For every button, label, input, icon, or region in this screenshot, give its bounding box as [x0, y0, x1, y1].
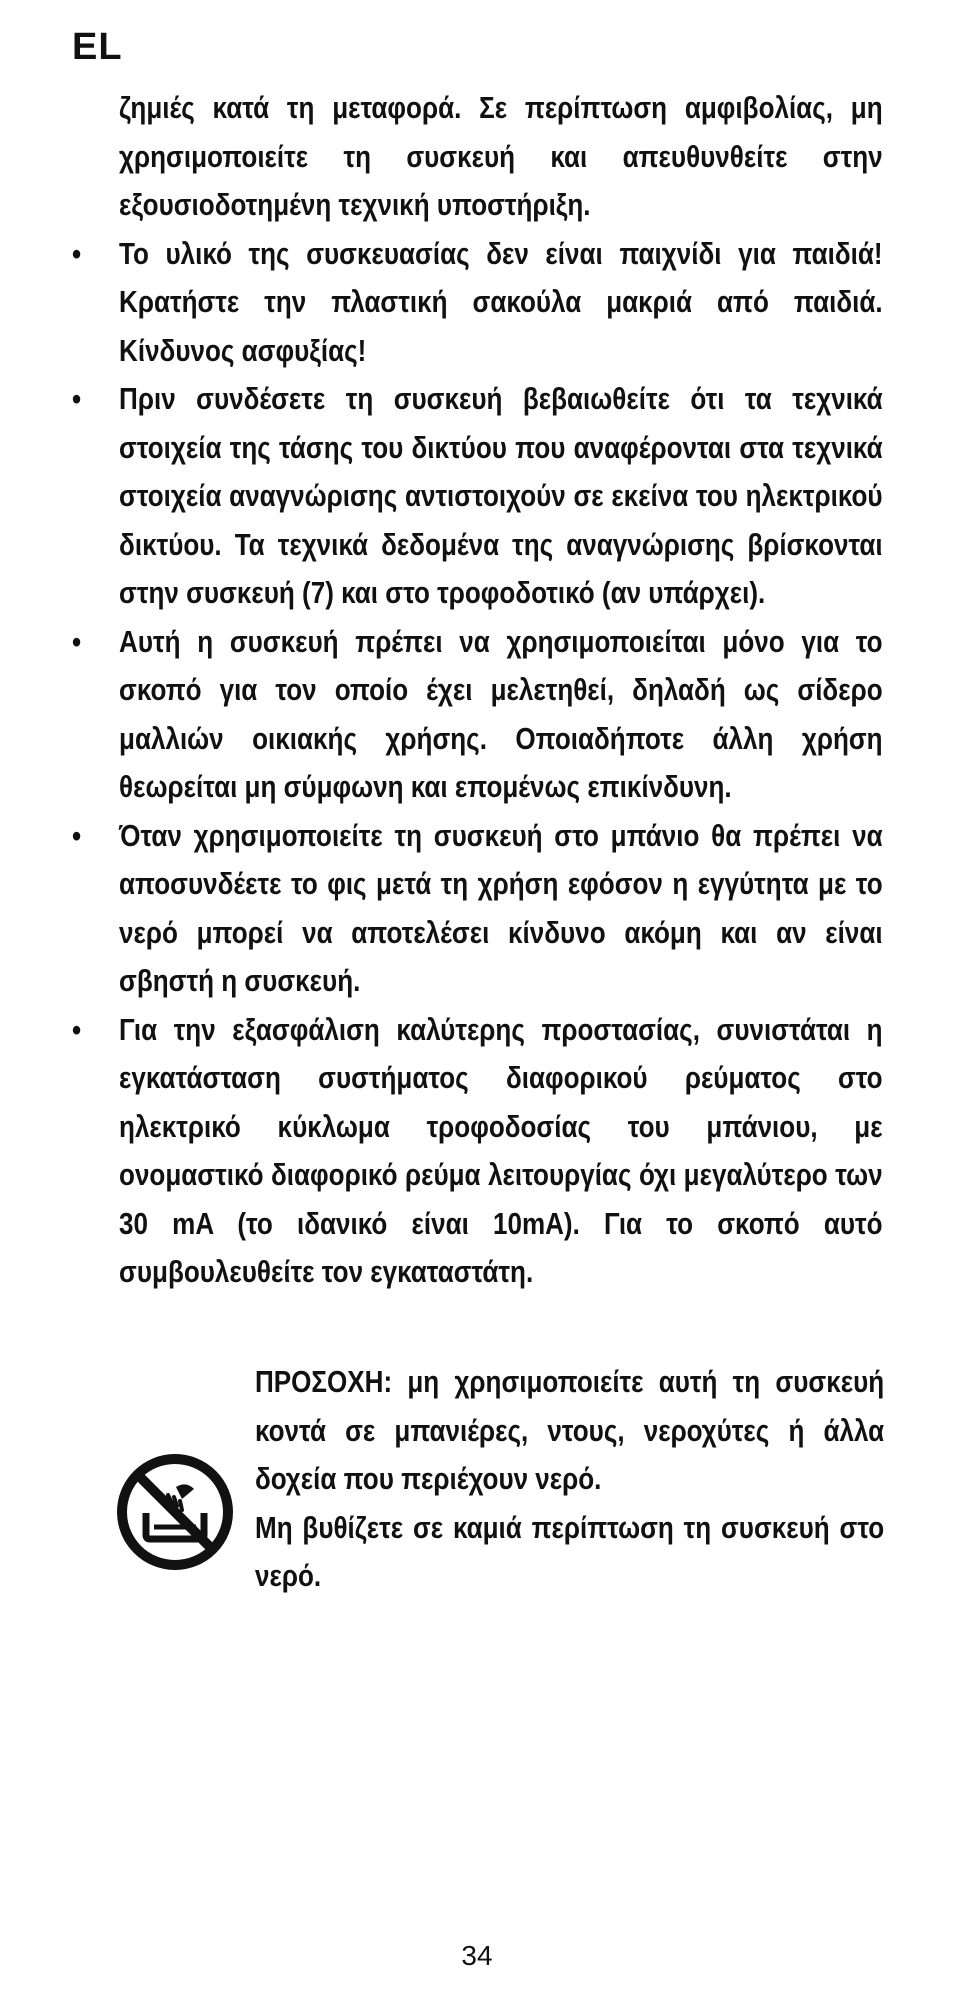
- bullet-intended-use: [72, 618, 883, 812]
- bullet-text: Όταν χρησιμοποιείτε τη συσκευή στο μπάνιο θα πρέπει να αποσυνδέετε το φις μετά τη χρήση εφόσον η εγγύτητα με το νερό μπορεί να αποτελέσει κίνδυνο ακόμη και αν είναι σβηστή η συσκευή.: [119, 817, 883, 998]
- bullet-packaging: [72, 230, 883, 376]
- bullet-text: Το υλικό της συσκευασίας δεν είναι παιχνίδι για παιδιά! Κρατήστε την πλαστική σακούλα μακριά από παιδιά. Κίνδυνος ασφυξίας!: [119, 235, 883, 368]
- immersion-paragraph: Μη βυθίζετε σε καμιά περίπτωση τη συσκευή στο νερό.: [255, 1509, 885, 1593]
- bullet-voltage: [72, 375, 883, 618]
- page-number: 34: [461, 1940, 493, 1971]
- language-code: EL: [72, 26, 123, 68]
- no-water-bath-icon: [116, 1453, 234, 1571]
- bullet-marker: •: [72, 381, 82, 416]
- caution-paragraph: ΠΡΟΣΟΧΗ: μη χρησιμοποιείτε αυτή τη συσκευή κοντά σε μπανιέρες, ντους, νεροχύτες ή άλλα δοχεία που περιέχουν νερό.: [255, 1364, 885, 1496]
- bullet-residual-current: [72, 1006, 883, 1297]
- water-warning: [72, 1358, 883, 1658]
- bullet-text: Αυτή η συσκευή πρέπει να χρησιμοποιείται μόνο για το σκοπό για τον οποίο έχει μελετηθεί, δηλαδή ως σίδερο μαλλιών οικιακής χρήσης. Οποιαδήποτε άλλη χρήση θεωρείται μη σύμφωνη και επομένως επικίνδυνη.: [119, 623, 883, 804]
- bullet-text: Για την εξασφάλιση καλύτερης προστασίας, συνιστάται η εγκατάσταση συστήματος διαφορικού ρεύματος στο ηλεκτρικό κύκλωμα τροφοδοσίας του μπάνιου, με ονομαστικό διαφορικό ρεύμα λειτουργίας όχι μεγαλύτερο των 30 mA (το ιδανικό είναι 10mA). Για το σκοπό αυτό συμβουλευθείτε τον εγκαταστάτη.: [119, 1011, 883, 1289]
- bullet-marker: •: [72, 817, 82, 853]
- bullet-marker: •: [72, 235, 82, 271]
- intro-continuation: ζημιές κατά τη μεταφορά. Σε περίπτωση αμφιβολίας, μη χρησιμοποιείτε τη συσκευή και απευθυνθείτε στην εξουσιοδοτημένη τεχνική υποστήριξη.: [119, 90, 883, 222]
- safety-instructions: [72, 84, 883, 1297]
- bullet-marker: •: [72, 623, 82, 659]
- bullet-bathroom-unplug: [72, 812, 883, 1006]
- bullet-text: Πριν συνδέσετε τη συσκευή βεβαιωθείτε ότι τα τεχνικά στοιχεία της τάσης του δικτύου που αναφέρονται στα τεχνικά στοιχεία αναγνώρισης αντιστοιχούν σε εκείνα του ηλεκτρικού δικτύου. Τα τεχνικά δεδομένα της αναγνώρισης βρίσκονται στην συσκευή (7) και στο τροφοδοτικό (αν υπάρχει).: [119, 381, 883, 610]
- bullet-marker: •: [72, 1011, 82, 1047]
- warning-text: [255, 1358, 884, 1601]
